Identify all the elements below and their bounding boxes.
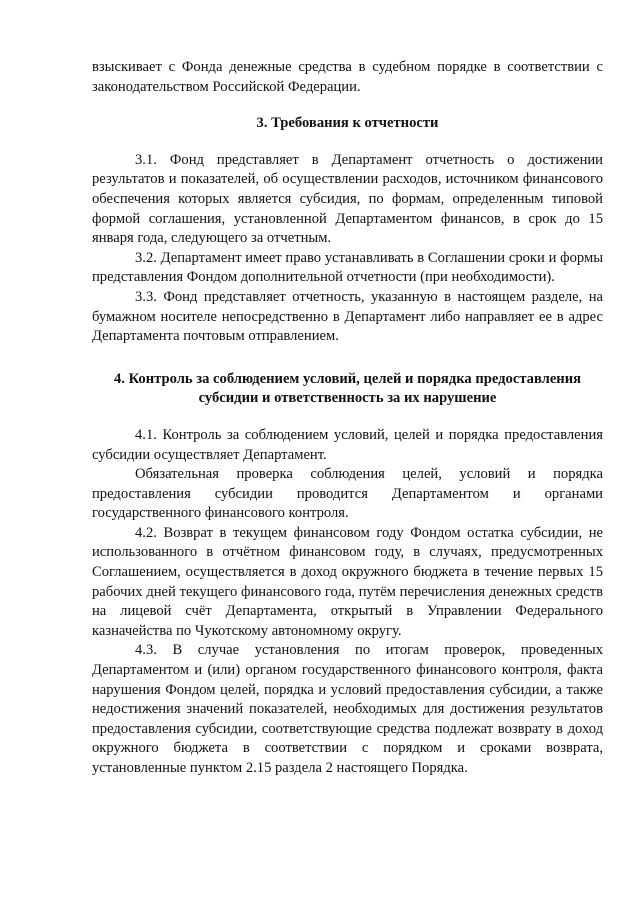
- intro-paragraph: взыскивает с Фонда денежные средства в судебном порядке в соответствии с законодательством Российской Федерации.: [92, 59, 603, 95]
- paragraph-3-1: 3.1. Фонд представляет в Департамент отчетность о достижении результатов и показателей, об осуществлении расходов, источником финансового обеспечения которых является субсидия, по формам, определенным типовой формой соглашения, установленной Департаментом финансов, в срок до 15 января года, следующего за отчетным.: [92, 151, 603, 247]
- paragraph-4-1: 4.1. Контроль за соблюдением условий, целей и порядка предоставления субсидии осуществляет Департамент.: [92, 426, 603, 463]
- paragraph-3-3: 3.3. Фонд представляет отчетность, указанную в настоящем разделе, на бумажном носителе непосредственно в Департамент либо направляет ее в адрес Департамента почтовым отправлением.: [92, 288, 603, 345]
- spacer: [92, 97, 603, 114]
- section-4-heading-line-2: субсидии и ответственность за их нарушение: [198, 390, 497, 407]
- paragraph-4-2: 4.2. Возврат в текущем финансовом году Фондом остатка субсидии, не использованного в отчётном финансовом году, в случаях, предусмотренных Соглашением, осуществляется в доход окружного бюджета в течение первых 15 рабочих дней текущего финансового года, путём перечисления денежных средств на лицевой счёт Департамента, открытый в Управлении Федерального казначейства по Чукотскому автономному округу.: [92, 524, 603, 639]
- section-4-heading-line-1: 4. Контроль за соблюдением условий, целей и порядка предоставления: [113, 370, 582, 387]
- section-3-heading: 3. Требования к отчетности: [256, 115, 439, 132]
- paragraph-4-1-mandatory-check: Обязательная проверка соблюдения целей, условий и порядка предоставления субсидии проводится Департаментом и органами государственного финансового контроля.: [92, 466, 603, 522]
- document-page: [92, 58, 603, 779]
- paragraph-4-3: 4.3. В случае установления по итогам проверок, проведенных Департаментом и (или) органом государственного финансового контроля, факта нарушения Фондом целей, порядка и условий предоставления субсидии, а также недостижения значений показателей, необходимых для достижения результатов предоставления субсидии, соответствующие средства подлежат возврату в доход окружного бюджета в соответствии с порядком и сроками возврата, установленные пунктом 2.15 раздела 2 настоящего Порядка.: [92, 642, 603, 776]
- spacer: [92, 347, 603, 370]
- spacer: [92, 134, 603, 151]
- spacer: [92, 409, 603, 426]
- paragraph-3-2: 3.2. Департамент имеет право устанавливать в Соглашении сроки и формы представления Фондом дополнительной отчетности (при необходимости).: [92, 249, 603, 286]
